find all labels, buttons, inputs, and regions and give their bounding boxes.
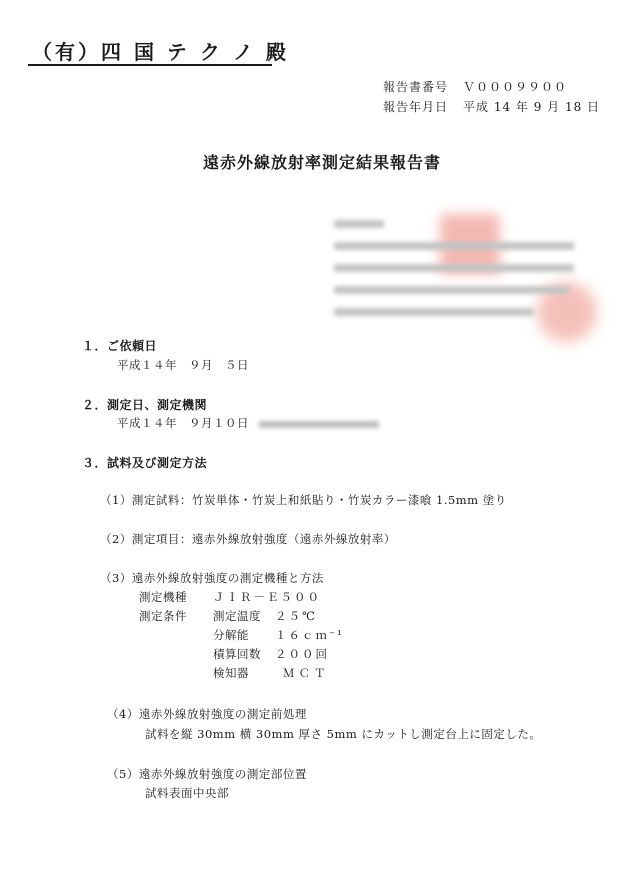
detector-value: ＭＣＴ [283,666,330,680]
report-number-row [383,78,567,95]
report-number: Ｖ０００９９００ [463,80,568,94]
issuer-block-redacted [332,212,592,322]
condition-label: 測定条件 [139,609,187,623]
resolution-label: 分解能 [213,628,249,642]
detector-label: 検知器 [213,666,249,680]
pretreatment-heading: （4）遠赤外線放射強度の測定前処理 [107,707,307,721]
section-1-heading: １．ご依頼日 [82,339,158,353]
report-date-row [383,98,600,115]
redacted-institution [259,421,379,428]
model-label: 測定機種 [139,590,187,604]
pretreatment-text: 試料を縦 30mm 横 30mm 厚さ 5mm にカットし測定台上に固定した。 [145,727,542,741]
measurement-date: 平成１４年 ９月１０日 [117,416,249,430]
temperature-value: ２５℃ [275,609,317,623]
method-heading: （3）遠赤外線放射強度の測定機種と方法 [100,571,324,585]
model-value: ＪＩＲ－Ｅ５００ [213,590,321,604]
request-date: 平成１４年 ９月 ５日 [117,358,249,372]
position-heading: （5）遠赤外線放射強度の測定部位置 [107,767,307,781]
report-date-label: 報告年月日 [383,100,449,114]
addressee-underline [28,64,272,66]
report-date: 平成 14 年 9 月 18 日 [463,100,601,114]
scans-value: ２００回 [275,647,329,661]
sample-description: （1）測定試料：竹炭単体・竹炭上和紙貼り・竹炭カラー漆喰 1.5mm 塗り [100,493,507,507]
temperature-label: 測定温度 [213,609,261,623]
report-number-label: 報告書番号 [383,80,449,94]
section-3-heading: ３．試料及び測定方法 [82,456,208,470]
resolution-value: １６ｃｍ⁻¹ [275,628,344,642]
measurement-date-row [117,415,379,431]
document-title: 遠赤外線放射率測定結果報告書 [202,153,441,172]
measurement-item: （2）測定項目：遠赤外線放射強度（遠赤外線放射率） [100,532,396,546]
scans-label: 積算回数 [213,647,261,661]
section-2-heading: ２．測定日、測定機関 [82,398,208,412]
position-text: 試料表面中央部 [145,786,229,800]
addressee: （有）四 国 テ ク ノ 殿 [32,40,289,64]
